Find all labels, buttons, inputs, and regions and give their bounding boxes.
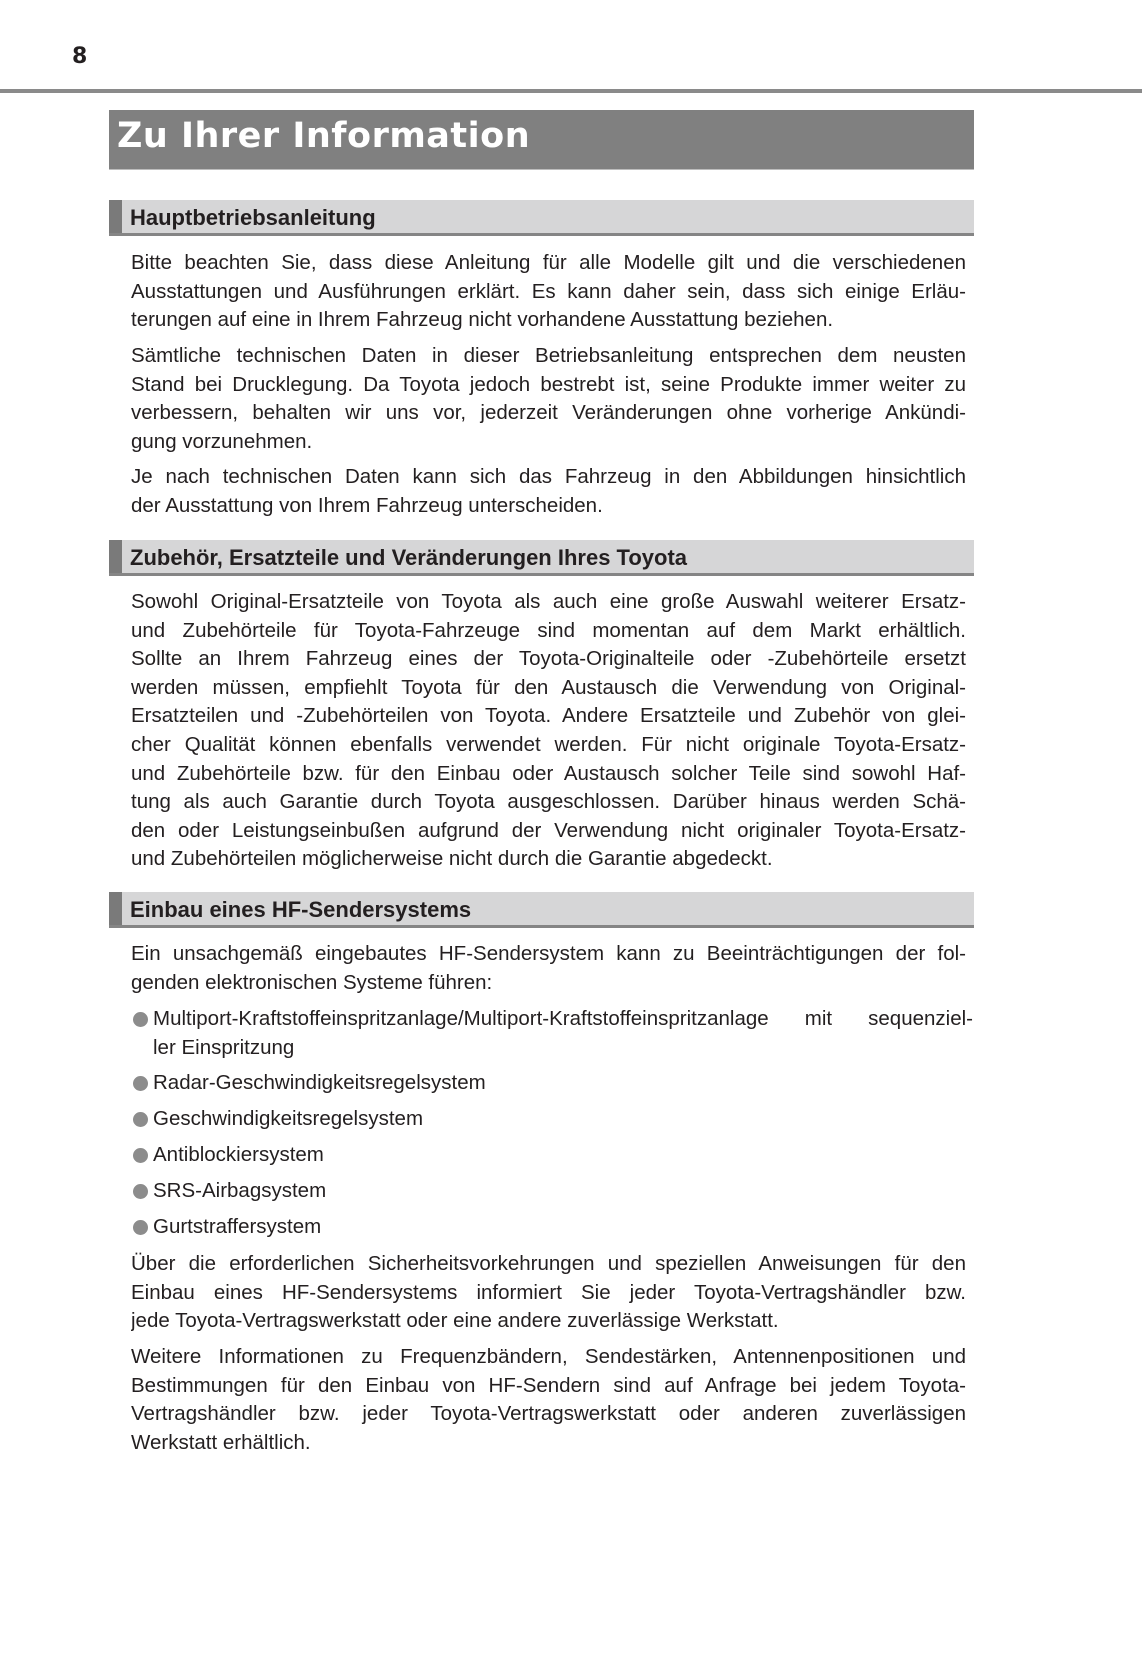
text-line: und Zubehörteile für Toyota-Fahrzeuge sind momentan auf dem Markt erhältlich. — [131, 618, 966, 642]
text-line: Ein unsachgemäß eingebautes HF-Sendersystem kann zu Beeinträchtigungen der fol- — [131, 942, 966, 965]
paragraph — [131, 588, 966, 874]
section-header-zubehoer — [109, 540, 974, 576]
text-line: Weitere Informationen zu Frequenzbändern, Sendestärken, Antennenpositionen und — [131, 1345, 966, 1368]
text-line: Sollte an Ihrem Fahrzeug eines der Toyota-Originalteile oder -Zubehörteile ersetzt — [131, 647, 966, 671]
intro-paragraph — [131, 940, 966, 997]
text-line: und Zubehörteile bzw. für den Einbau oder Austausch solcher Teile sind sowohl Haf- — [131, 761, 966, 785]
text-line: Radar-Geschwindigkeitsregelsystem — [153, 1071, 486, 1094]
text-line: ler Einspritzung — [153, 1035, 295, 1059]
bullet-icon — [133, 1184, 148, 1199]
section-title: Hauptbetriebsanleitung — [130, 205, 376, 230]
text-line: SRS-Airbagsystem — [153, 1179, 327, 1202]
text-line: Sowohl Original-Ersatzteile von Toyota als auch eine große Auswahl weiterer Ersatz- — [131, 590, 966, 613]
section-title: Einbau eines HF-Sendersystems — [130, 897, 472, 922]
text-line: Je nach technischen Daten kann sich das Fahrzeug in den Abbildungen hinsichtlich — [131, 465, 966, 488]
text-line: Vertragshändler bzw. jeder Toyota-Vertragswerkstatt oder anderen zuverlässigen — [131, 1402, 966, 1426]
paragraph — [131, 463, 966, 520]
text-line: Geschwindigkeitsregelsystem — [153, 1107, 424, 1130]
text-line: und Zubehörteilen möglicherweise nicht durch die Garantie abgedeckt. — [131, 847, 773, 871]
text-line: verbessern, behalten wir uns vor, jederzeit Veränderungen ohne vorherige Ankündi- — [131, 401, 966, 425]
chapter-title-bar — [109, 110, 974, 170]
bullet-icon — [133, 1112, 148, 1127]
paragraph — [131, 249, 966, 335]
text-line: Über die erforderlichen Sicherheitsvorkehrungen und speziellen Anweisungen für den — [131, 1252, 966, 1275]
text-line: cher Qualität können ebenfalls verwendet werden. Für nicht originale Toyota-Ersatz- — [131, 732, 966, 756]
text-line: Ausstattungen und Ausführungen erklärt. Es kann daher sein, dass sich einige Erläu- — [131, 279, 966, 303]
bullet-icon — [133, 1220, 148, 1235]
text-line: Werkstatt erhältlich. — [131, 1430, 311, 1454]
text-line: Sämtliche technischen Daten in dieser Betriebsanleitung entsprechen dem neusten — [131, 344, 966, 367]
paragraph — [131, 1343, 966, 1457]
text-line: terungen auf eine in Ihrem Fahrzeug nicht vorhandene Ausstattung beziehen. — [131, 308, 834, 332]
text-line: gung vorzunehmen. — [131, 429, 313, 453]
section-header-hauptbetriebsanleitung — [109, 200, 974, 236]
text-line: genden elektronischen Systeme führen: — [131, 970, 493, 994]
chapter-title: Zu Ihrer Information — [117, 116, 531, 156]
text-line: Einbau eines HF-Sendersystems informiert Sie jeder Toyota-Vertragshändler bzw. — [131, 1280, 966, 1304]
text-line: Ersatzteilen und -Zubehörteilen von Toyota. Andere Ersatzteile und Zubehör von glei- — [131, 704, 966, 728]
text-line: Antiblockiersystem — [153, 1143, 324, 1166]
bullet-icon — [133, 1076, 148, 1091]
text-line: Multiport-Kraftstoffeinspritzanlage/Multiport-Kraftstoffeinspritzanlage mit sequenziel- — [153, 1007, 973, 1030]
text-line: tung als auch Garantie durch Toyota ausgeschlossen. Darüber hinaus werden Schä- — [131, 790, 966, 814]
bullet-icon — [133, 1012, 148, 1027]
section-title: Zubehör, Ersatzteile und Veränderungen Ihres Toyota — [130, 545, 688, 570]
text-line: Gurtstraffersystem — [153, 1215, 322, 1238]
text-line: werden müssen, empfiehlt Toyota für den Austausch die Verwendung von Original- — [131, 675, 966, 699]
text-line: Bitte beachten Sie, dass diese Anleitung für alle Modelle gilt und die verschiedenen — [131, 251, 966, 274]
paragraph — [131, 1250, 966, 1336]
header-rule — [0, 89, 1142, 93]
bullet-icon — [133, 1148, 148, 1163]
section-header-hf-sendersystem — [109, 892, 974, 928]
paragraph — [131, 342, 966, 456]
text-line: den oder Leistungseinbußen aufgrund der Verwendung nicht originaler Toyota-Ersatz- — [131, 818, 966, 842]
text-line: Bestimmungen für den Einbau von HF-Sendern sind auf Anfrage bei jedem Toyota- — [131, 1373, 966, 1397]
text-line: der Ausstattung von Ihrem Fahrzeug unterscheiden. — [131, 493, 603, 517]
text-line: Stand bei Drucklegung. Da Toyota jedoch bestrebt ist, seine Produkte immer weiter zu — [131, 372, 966, 396]
text-line: jede Toyota-Vertragswerkstatt oder eine andere zuverlässige Werkstatt. — [131, 1309, 779, 1333]
page-number: 8 — [72, 44, 88, 69]
